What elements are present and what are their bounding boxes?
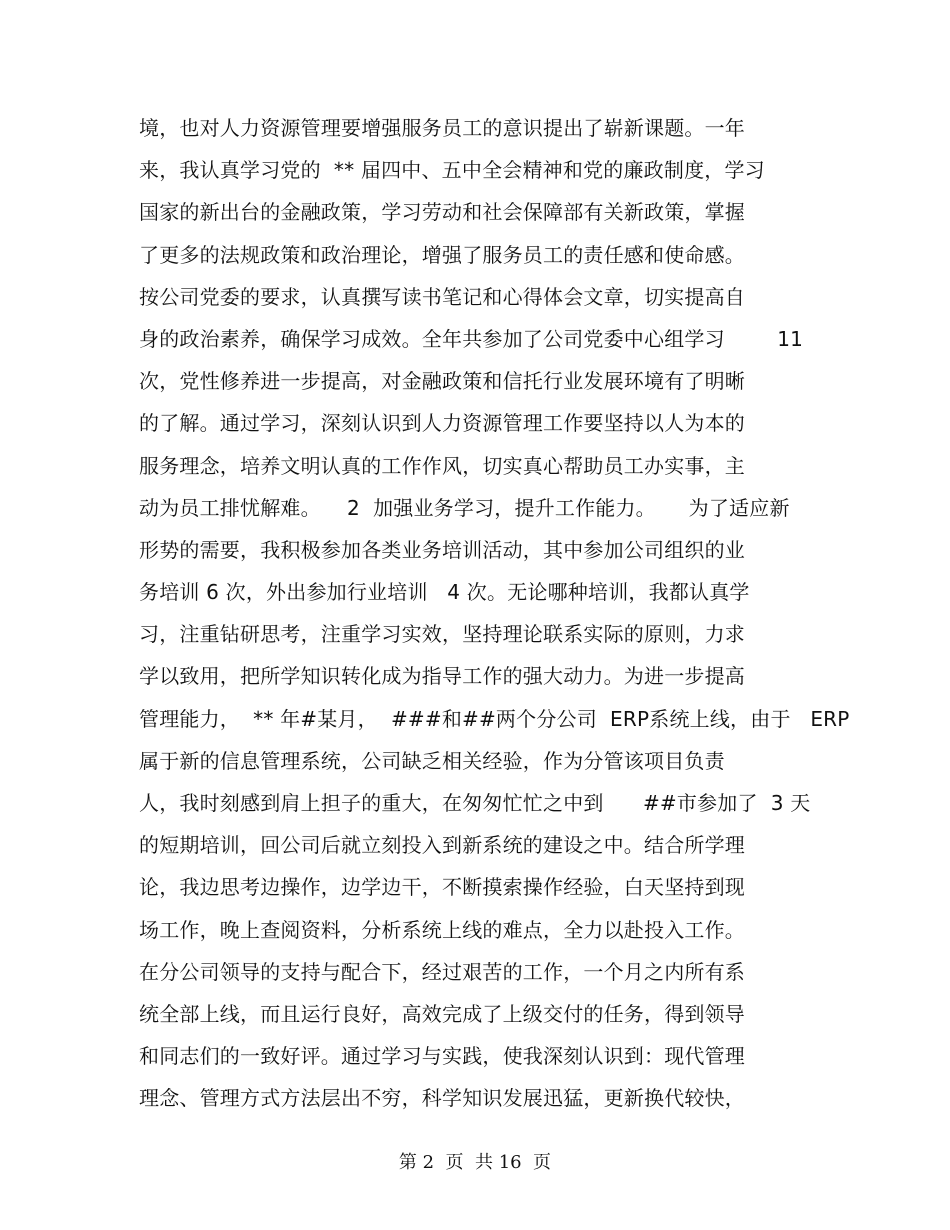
text-line: 的短期培训，回公司后就立刻投入到新系统的建设之中。结合所学理	[139, 833, 745, 858]
text-line: 在分公司领导的支持与配合下，经过艰苦的工作，一个月之内所有系	[139, 959, 745, 984]
text-line: 次，党性修养进一步提高，对金融政策和信托行业发展环境有了明晰	[139, 369, 745, 394]
text-line: 属于新的信息管理系统，公司缺乏相关经验，作为分管该项目负责	[139, 748, 725, 773]
text-line: 来，我认真学习党的 ** 届四中、五中全会精神和党的廉政制度，学习	[139, 158, 765, 183]
text-line: 境，也对人力资源管理要增强服务员工的意识提出了崭新课题。一年	[139, 116, 745, 140]
text-line: 的了解。通过学习，深刻认识到人力资源管理工作要坚持以人为本的	[139, 411, 745, 436]
text-line: 习，注重钻研思考，注重学习实效，坚持理论联系实际的原则，力求	[139, 622, 745, 647]
text-line: 人，我时刻感到肩上担子的重大，在匆匆忙忙之中到 ##市参加了 3 天	[139, 791, 811, 815]
text-line: 动为员工排忧解难。 2 加强业务学习，提升工作能力。 为了适应新	[139, 495, 790, 520]
text-line: 国家的新出台的金融政策，学习劳动和社会保障部有关新政策，掌握	[139, 200, 745, 225]
text-line: 论，我边思考边操作，边学边干，不断摸索操作经验，白天坚持到现	[139, 875, 745, 900]
body-text	[139, 112, 850, 1125]
text-line: 和同志们的一致好评。通过学习与实践，使我深刻认识到：现代管理	[139, 1044, 745, 1069]
text-line: 身的政治素养，确保学习成效。全年共参加了公司党委中心组学习 11	[139, 326, 804, 351]
text-line: 管理能力， ** 年#某月， ###和##两个分公司 ERP系统上线，由于 ERP	[139, 706, 850, 731]
text-line: 务培训 6 次，外出参加行业培训 4 次。无论哪种培训，我都认真学	[139, 580, 750, 605]
text-line: 理念、管理方式方法层出不穷，科学知识发展迅猛，更新换代较快，	[139, 1086, 745, 1111]
text-line: 服务理念，培养文明认真的工作作风，切实真心帮助员工办实事，主	[139, 453, 745, 478]
text-line: 场工作，晚上查阅资料，分析系统上线的难点，全力以赴投入工作。	[139, 917, 745, 942]
text-line: 了更多的法规政策和政治理论，增强了服务员工的责任感和使命感。	[139, 242, 745, 267]
text-line: 按公司党委的要求，认真撰写读书笔记和心得体会文章，切实提高自	[139, 284, 745, 309]
text-line: 形势的需要，我积极参加各类业务培训活动，其中参加公司组织的业	[139, 537, 745, 562]
text-line: 统全部上线，而且运行良好，高效完成了上级交付的任务，得到领导	[139, 1001, 745, 1026]
text-line: 学以致用，把所学知识转化成为指导工作的强大动力。为进一步提高	[139, 664, 745, 689]
page-footer: 第 2 页 共 16 页	[398, 1152, 552, 1173]
